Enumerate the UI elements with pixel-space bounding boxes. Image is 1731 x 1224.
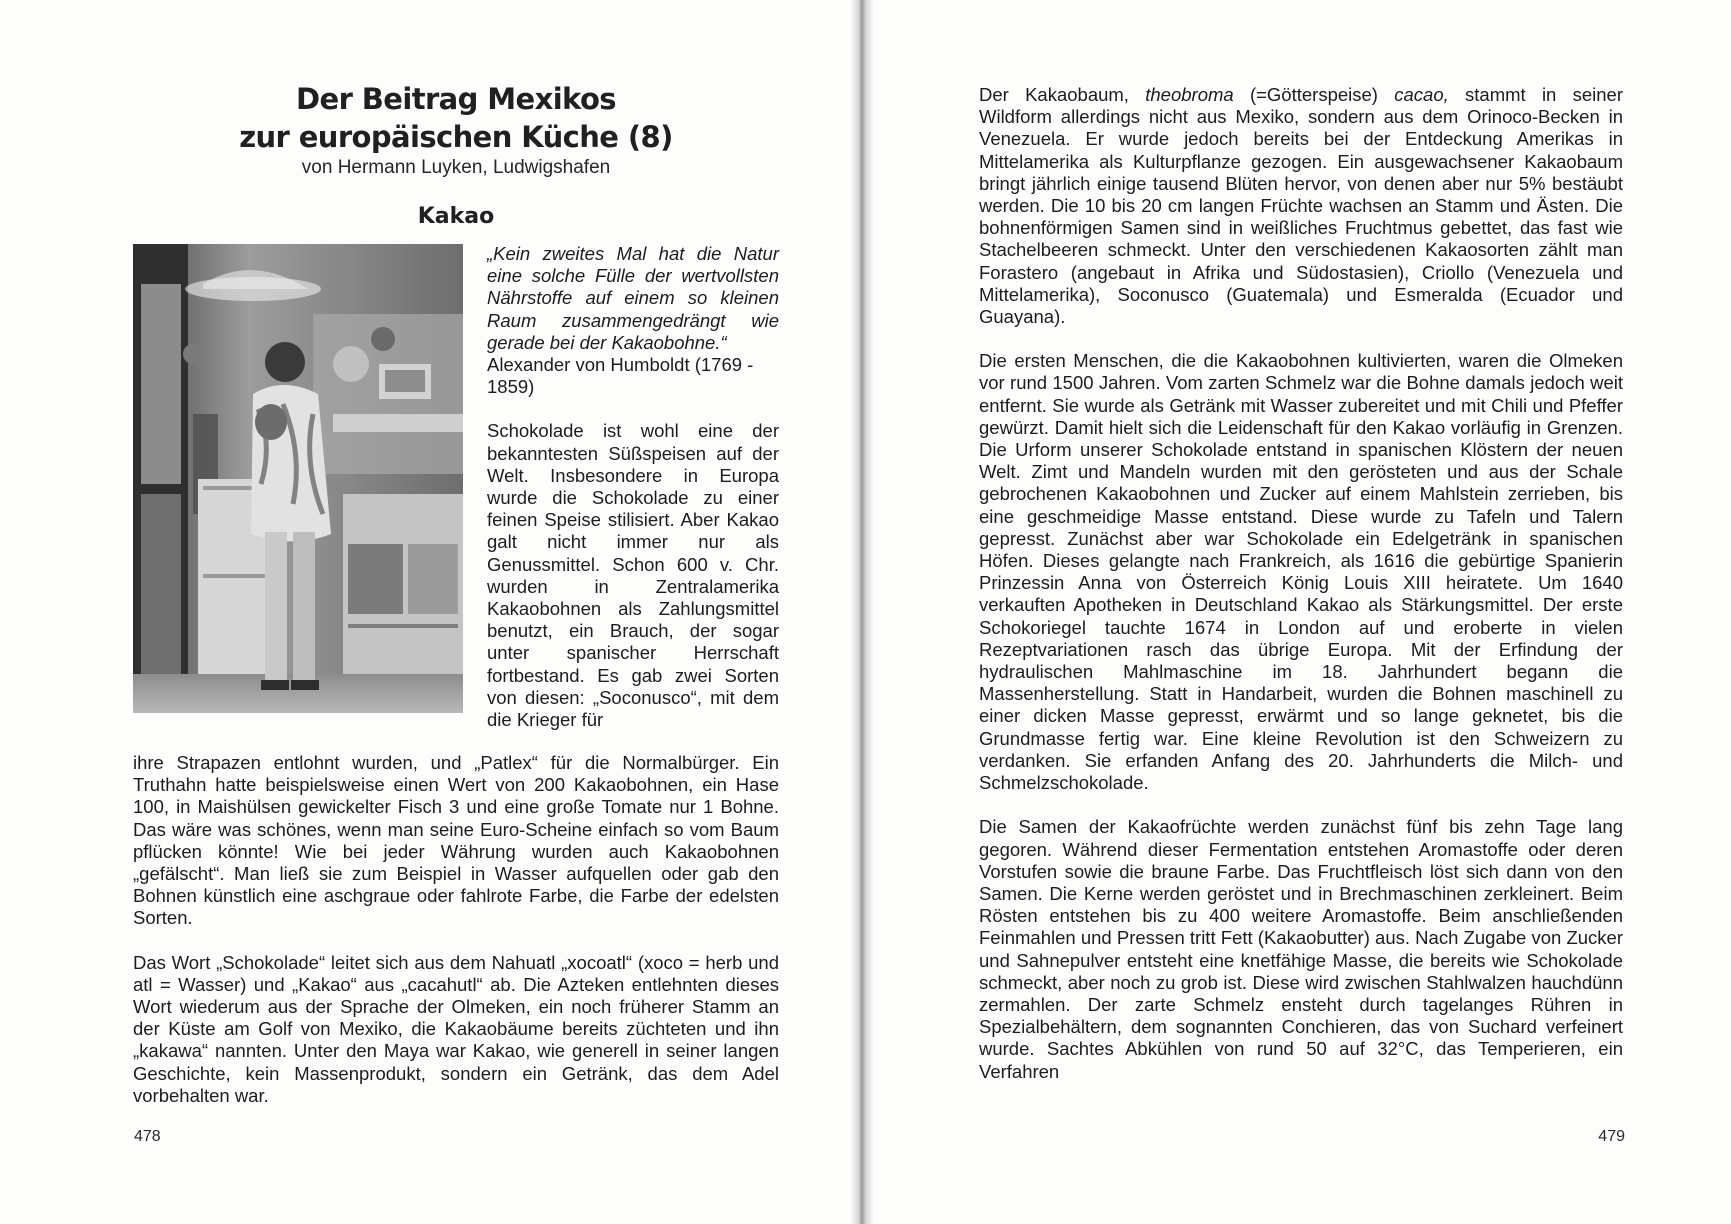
author-byline: von Hermann Luyken, Ludwigshafen [301, 157, 611, 178]
p1-mid: (=Götterspeise) [1233, 84, 1395, 105]
book-gutter [850, 0, 874, 1224]
humboldt-quote: „Kein zweites Mal hat die Natur eine solche Fülle der wertvollsten Nährstoffe auf einem so kleinen Raum zusammengedrängt wie gerade bei der Kakaobohne.“ [487, 243, 779, 353]
right-page [874, 0, 1731, 1224]
p1-italic-theobroma: theobroma [1145, 84, 1234, 105]
paragraph-samen: Die Samen der Kakaofrüchte werden zunächst fünf bis zehn Tage lang gegoren. Während dieser Fermentation entstehen Aromastoffe oder deren Vorstufen sowie die braune Farbe. Das Fruchtfleisch löst sich dann von den Samen. Die Kerne werden geröstet und in Brechmaschinen zerkleinert. Beim Rösten entstehen bis zu 400 weitere Aromastoffe. Beim anschließenden Feinmahlen und Pressen tritt Fett (Kakaobutter) aus. Nach Zugabe von Zucker und Sahnepulver entsteht eine knetfähige Masse, die bereits wie Schokolade schmeckt, aber noch zu grob ist. Diese wird zwischen Stahlwalzen hauchdünn zermahlen. Der zarte Schmelz ensteht durch tagelanges Rühren in Spezialbehältern, dem sognannten Conchieren, das von Suchard verfeinert wurde. Sachtes Abkühlen von rund 50 auf 32°C, das Temperieren, ein Verfahren [979, 816, 1623, 1082]
p1-start: Der Kakaobaum, [979, 84, 1146, 105]
wrapped-text-column [487, 243, 779, 731]
title-line-1: Der Beitrag Mexikos [296, 82, 616, 116]
paragraph-1-part-2: ihre Strapazen entlohnt wurden, und „Patlex“ für die Normalbürger. Ein Truthahn hatte beispielsweise einen Wert von 200 Kakaobohnen, ein Hase 100, in Maishülsen gewickelter Fisch 3 und eine große Tomate nur 1 Bohne. Das wäre was schönes, wenn man seine Euro-Scheine einfach so vom Baum pflücken könnte! Wie bei jeder Währung wurden auch Kakaobohnen „gefälscht“. Man ließ sie zum Beispiel in Wasser aufquellen oder gab den Bohnen künstlich eine aschgraue oder fahlrote Farbe, die Farbe der edelsten Sorten. [133, 752, 779, 929]
page-number-right: 479 [1598, 1128, 1625, 1145]
article-header [132, 80, 780, 180]
left-page [0, 0, 850, 1224]
p1-italic-cacao: cacao, [1394, 84, 1449, 105]
paragraph-1-part-1: Schokolade ist wohl eine der bekanntesten Süßspeisen auf der Welt. Insbesondere in Europa wurde die Schokolade zu einer feinen Speise stilisiert. Aber Kakao galt nicht immer nur als Genussmittel. Schon 600 v. Chr. wurden in Zentralamerika Kakaobohnen als Zahlungsmittel benutzt, ein Brauch, der sogar unter spanischer Herrschaft fortbestand. Es gab zwei Sorten von diesen: „Soconusco“, mit dem die Krieger für [487, 420, 779, 731]
paragraph-olmeken: Die ersten Menschen, die die Kakaobohnen kultivierten, waren die Olmeken vor rund 1500 Jahren. Vom zarten Schmelz war die Bohne damals jedoch weit entfernt. Sie wurde als Getränk mit Wasser zubereitet und mit Chili und Pfeffer gewürzt. Damit hielt sich die Leidenschaft für den Kakao vorläufig in Grenzen. Die Urform unserer Schokolade entstand in spanischen Klöstern der neuen Welt. Zimt und Mandeln wurden mit den gerösteten und aus der Schale gebrochenen Kakaobohnen und Zucker auf einem Mahlstein zerrieben, bis eine geschmeidige Masse entstand. Diese wurde zu Tafeln und Talern gepresst. Zunächst aber war Schokolade ein Edelgetränk in spanischen Höfen. Dieses gelangte nach Frankreich, als 1616 die gebürtige Spanierin Prinzessin Anna von Österreich König Louis XIII heiratete. Um 1640 verkauften Apotheken in Deutschland Kakao als Stärkungsmittel. Der erste Schokoriegel tauchte 1674 in London auf und eroberte in vielen Rezeptvariationen rasch das übrige Europa. Mit der Erfindung der hydraulischen Mahlmaschine im 18. Jahrhundert begann die Massenherstellung. Statt in Handarbeit, wurden die Bohnen maschinell zu einer dicken Masse gepresst, erwärmt und so lange geknetet, bis die Grundmasse fertig war. Eine kleine Revolution ist den Schweizern zu verdanken. Sie erfanden Anfang des 20. Jahrhunderts die Milch- und Schmelzschokolade. [979, 350, 1623, 794]
kitchen-photo [133, 244, 463, 713]
paragraph-kakaobaum [979, 84, 1623, 328]
kitchen-photo-illustration [133, 244, 463, 713]
p1-rest: stammt in seiner Wildform allerdings nicht aus Mexiko, sondern aus dem Orinoco-Becken in Venezuela. Er wurde jedoch bereits bei der Entdeckung Amerikas in Mittelamerika als Kulturpflanze gezogen. Ein ausgewachsener Kakaobaum bringt jährlich einige tausend Blüten hervor, von denen aber nur 5% bestäubt werden. Die 10 bis 20 cm langen Früchte wachsen an Stamm und Ästen. Die bohnenförmigen Samen sind in weißliches Fruchtmus gebettet, das fast wie Stachelbeeren schmeckt. Unter den verschiedenen Kakaosorten zählt man Forastero (angebaut in Afrika und Südostasien), Criollo (Venezuela und Mittelamerika), Soconusco (Guatemala) und Esmeralda (Ecuador und Guayana). [979, 84, 1623, 328]
section-heading-kakao: Kakao [417, 204, 495, 229]
page-number-left: 478 [134, 1128, 161, 1145]
quote-attribution: Alexander von Humboldt (1769 - 1859) [487, 354, 754, 398]
article-title [132, 80, 780, 156]
title-line-2: zur europäischen Küche (8) [239, 120, 673, 154]
right-text-column [979, 84, 1623, 1083]
full-width-text [133, 752, 779, 1107]
paragraph-2: Das Wort „Schokolade“ leitet sich aus dem Nahuatl „xocoatl“ (xoco = herb und atl = Wasser) und „Kakao“ aus „cacahutl“ ab. Die Azteken entlehnten dieses Wort wiederum aus der Sprache der Olmeken, ein noch früherer Stamm an der Küste am Golf von Mexiko, die Kakaobäume bereits züchteten und ihn „kakawa“ nannten. Unter den Maya war Kakao, wie generell in seiner langen Geschichte, kein Massenprodukt, sondern ein Getränk, das dem Adel vorbehalten war. [133, 951, 779, 1106]
